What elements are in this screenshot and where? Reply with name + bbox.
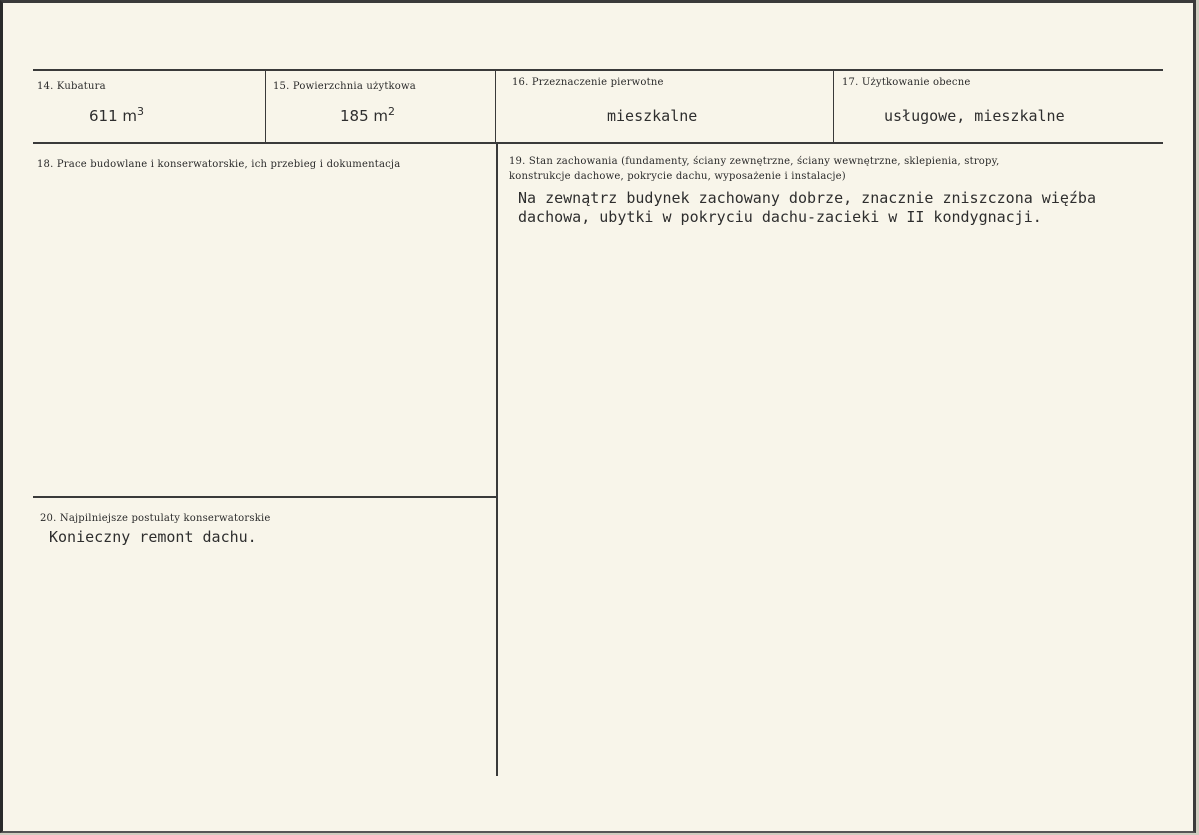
divider-16-17	[833, 71, 834, 143]
field-14-value	[89, 105, 144, 125]
rule-top	[33, 69, 1163, 71]
volume-value: 611 m	[89, 107, 138, 125]
field-19-label-line1: 19. Stan zachowania (fundamenty, ściany zewnętrzne, ściany wewnętrzne, sklepienia, stropy,	[509, 156, 1000, 167]
area-unit-exponent: 2	[388, 105, 396, 118]
field-18-label: 18. Prace budowlane i konserwatorskie, ich przebieg i dokumentacja	[37, 159, 401, 170]
volume-unit-exponent: 3	[137, 105, 145, 118]
rule-f18-bottom	[33, 496, 496, 498]
field-17-value: usługowe, mieszkalne	[884, 107, 1065, 125]
field-20-text: Konieczny remont dachu.	[49, 528, 257, 546]
divider-main	[496, 143, 498, 776]
field-16-value: mieszkalne	[607, 107, 698, 125]
field-20-label: 20. Najpilniejsze postulaty konserwatorskie	[40, 513, 271, 524]
field-14-label: 14. Kubatura	[37, 81, 106, 92]
area-value: 185 m	[340, 107, 389, 125]
field-17-label: 17. Użytkowanie obecne	[842, 77, 971, 88]
field-16-label: 16. Przeznaczenie pierwotne	[512, 77, 664, 88]
field-15-label: 15. Powierzchnia użytkowa	[273, 81, 416, 92]
divider-15-16	[495, 71, 496, 143]
rule-row1-bottom	[33, 142, 1163, 144]
divider-14-15	[265, 71, 266, 143]
field-15-value	[340, 105, 395, 125]
field-19-label-line2: konstrukcje dachowe, pokrycie dachu, wyposażenie i instalacje)	[509, 171, 846, 182]
field-19-text-line2: dachowa, ubytki w pokryciu dachu-zacieki w II kondygnacji.	[518, 208, 1042, 226]
field-19-text-line1: Na zewnątrz budynek zachowany dobrze, znacznie zniszczona więźba	[518, 189, 1096, 207]
